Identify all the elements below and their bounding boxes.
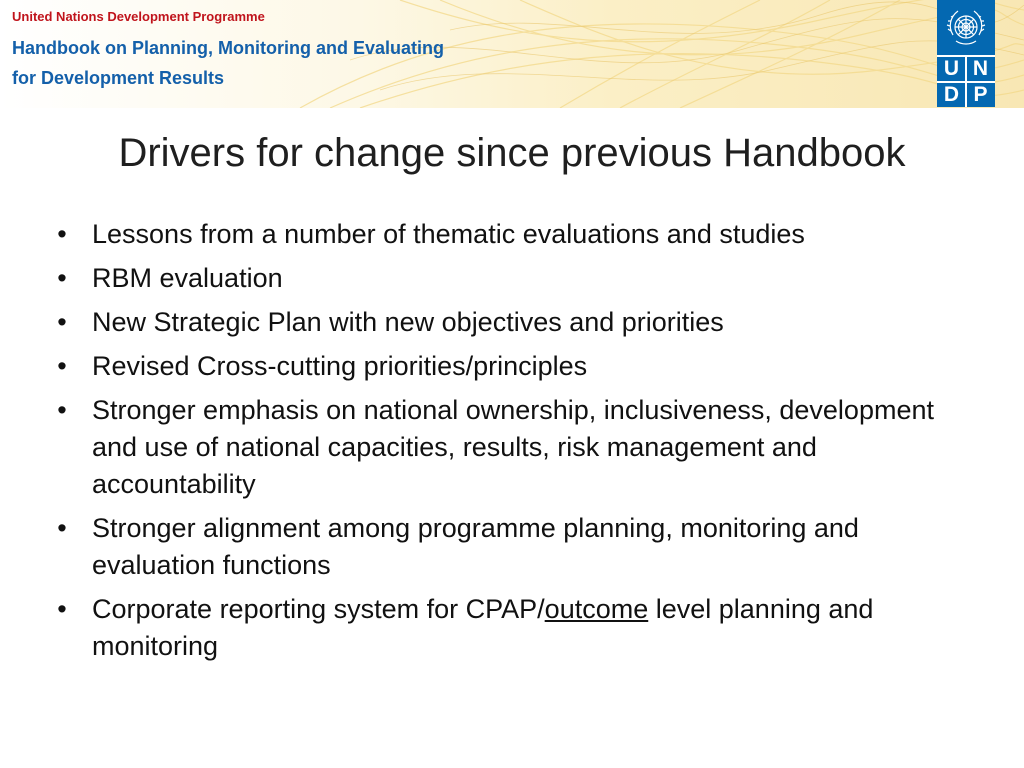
- bullet-text: Lessons from a number of thematic evaluations and studies: [92, 219, 805, 249]
- bullet-icon: •: [57, 307, 67, 337]
- bullet-icon: •: [57, 263, 67, 293]
- bullet-text-part: Corporate reporting system for CPAP/: [92, 594, 545, 624]
- bullet-text: Stronger alignment among programme planning, monitoring and evaluation functions: [92, 513, 859, 580]
- bullet-item: [52, 510, 952, 584]
- bullet-item: [52, 348, 952, 385]
- bullet-text-part: level planning and monitoring: [92, 594, 874, 661]
- un-emblem-icon: [944, 5, 988, 49]
- bullet-item: [52, 392, 952, 503]
- bullet-text: Revised Cross-cutting priorities/principles: [92, 351, 588, 381]
- underlined-term: outcome: [544, 594, 649, 624]
- bullet-text: [92, 594, 873, 661]
- bullet-icon: •: [57, 351, 67, 381]
- bullet-icon: •: [57, 219, 67, 249]
- logo-letter-p: P: [973, 83, 988, 106]
- bullet-item: [52, 591, 952, 665]
- bullet-item: [52, 260, 952, 297]
- bullet-item: [52, 304, 952, 341]
- header-banner: [0, 0, 1024, 108]
- bullet-icon: •: [57, 395, 67, 425]
- logo-letter-d: D: [943, 83, 960, 106]
- bullet-item: [52, 216, 952, 253]
- bullet-list: [52, 216, 952, 672]
- bullet-icon: •: [57, 513, 67, 543]
- logo-letter-u: U: [943, 57, 960, 80]
- slide-title: Drivers for change since previous Handbook: [118, 131, 906, 175]
- bullet-text: RBM evaluation: [92, 263, 283, 293]
- bullet-text: Stronger emphasis on national ownership, inclusiveness, development and use of national capacities, results, risk management and accountability: [92, 395, 934, 499]
- handbook-title: [12, 33, 444, 93]
- logo-letter-n: N: [972, 57, 989, 80]
- undp-logo: [937, 0, 995, 107]
- organization-name: United Nations Development Programme: [12, 9, 265, 24]
- bullet-text: New Strategic Plan with new objectives and priorities: [92, 307, 724, 337]
- handbook-title-line-2: for Development Results: [12, 68, 225, 88]
- bullet-icon: •: [57, 594, 67, 624]
- handbook-title-line-1: Handbook on Planning, Monitoring and Evaluating: [12, 38, 444, 58]
